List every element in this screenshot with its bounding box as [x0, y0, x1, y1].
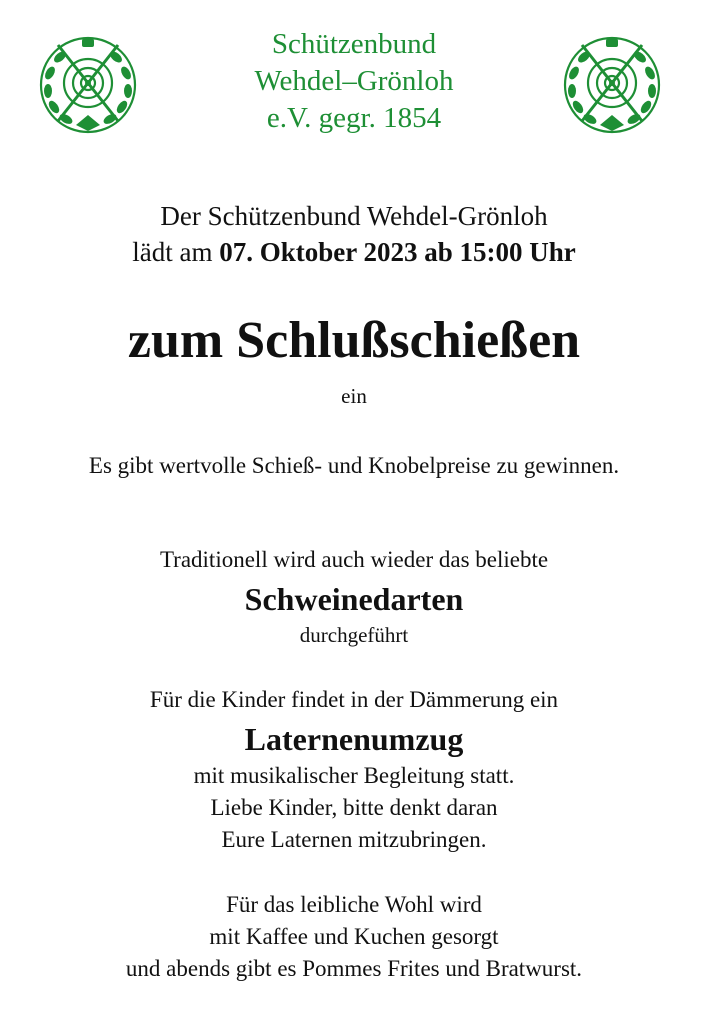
club-name-line2: Wehdel–Grönloh [254, 65, 454, 97]
lantern-line2: Liebe Kinder, bitte denkt daran [210, 795, 498, 820]
lantern-intro: Für die Kinder findet in der Dämmerung ein [149, 687, 559, 712]
prizes-text: Es gibt wertvolle Schieß- und Knobelpreise zu gewinnen. [88, 453, 620, 478]
food-line3: und abends gibt es Pommes Frites und Bratwurst. [125, 956, 583, 981]
darts-outro: durchgeführt [299, 623, 409, 647]
invite-date-time: 07. Oktober 2023 ab 15:00 Uhr [219, 237, 576, 267]
event-title: zum Schlußschießen [127, 312, 581, 369]
lantern-title: Laternenumzug [244, 721, 464, 757]
event-suffix: ein [341, 384, 367, 408]
food-line2: mit Kaffee und Kuchen gesorgt [209, 924, 499, 949]
invite-line1: Der Schützenbund Wehdel-Grönloh [160, 201, 548, 231]
club-name-line1: Schützenbund [271, 28, 437, 60]
lantern-line3: Eure Laternen mitzubringen. [221, 827, 487, 852]
food-line1: Für das leibliche Wohl wird [226, 892, 482, 917]
darts-intro: Traditionell wird auch wieder das beliebte [159, 547, 549, 572]
invite-line2 [0, 235, 708, 269]
lantern-line1: mit musikalischer Begleitung statt. [193, 763, 515, 788]
invite-date-prefix: lädt am [132, 237, 220, 267]
club-name-header [0, 26, 708, 137]
darts-title: Schweinedarten [244, 581, 464, 617]
club-founding-line: e.V. gegr. 1854 [266, 102, 442, 134]
